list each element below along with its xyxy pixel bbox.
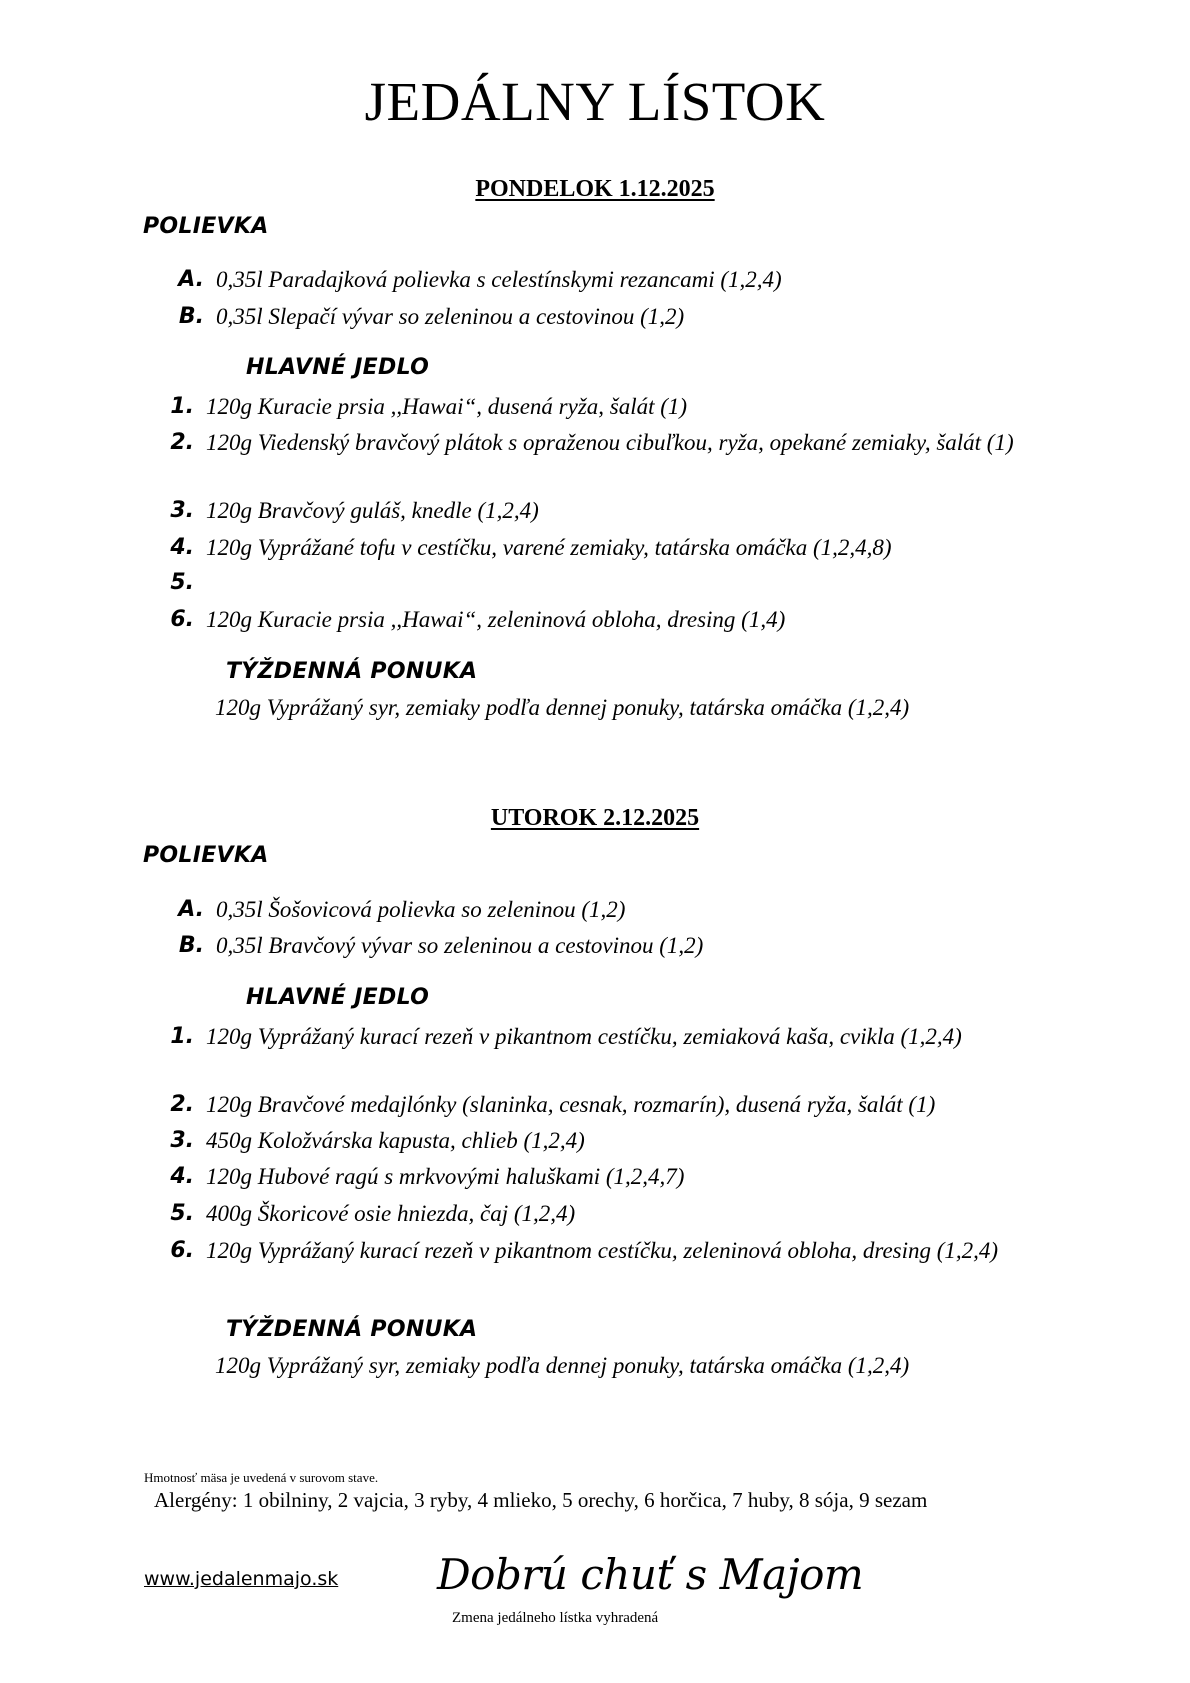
item-text: 120g Kuracie prsia ,,Hawai“, zeleninová obloha, dresing (1,4) <box>206 607 786 632</box>
item-text: 120g Vyprážané tofu v cestíčku, varené zemiaky, tatárska omáčka (1,2,4,8) <box>206 535 892 560</box>
main-heading: HLAVNÉ JEDLO <box>246 355 430 380</box>
weekly-heading: TÝŽDENNÁ PONUKA <box>226 1317 478 1342</box>
weight-note: Hmotnosť mäsa je uvedená v surovom stave. <box>144 1470 379 1485</box>
soup-heading: POLIEVKA <box>143 843 269 868</box>
item-text: 0,35l Šošovicová polievka so zeleninou (1,2) <box>216 897 626 922</box>
item-text: 400g Škoricové osie hniezda, čaj (1,2,4) <box>206 1201 576 1226</box>
item-marker: 5. <box>170 1201 194 1226</box>
item-marker: B. <box>178 933 204 958</box>
day-heading: UTOROK 2.12.2025 <box>490 805 700 831</box>
item-text: 120g Viedenský bravčový plátok s opraženou cibuľkou, ryža, opekané zemiaky, šalát (1) <box>206 430 1014 455</box>
item-text: 450g Koložvárska kapusta, chlieb (1,2,4) <box>206 1128 585 1153</box>
item-marker: 2. <box>170 430 194 455</box>
item-marker: 3. <box>170 1128 194 1153</box>
weekly-heading: TÝŽDENNÁ PONUKA <box>226 659 478 684</box>
item-text: 120g Bravčový guláš, knedle (1,2,4) <box>206 498 539 523</box>
item-text: 0,35l Slepačí vývar so zeleninou a cestovinou (1,2) <box>216 304 685 329</box>
soup-heading: POLIEVKA <box>143 214 269 239</box>
main-heading: HLAVNÉ JEDLO <box>246 985 430 1010</box>
item-text: 120g Hubové ragú s mrkvovými haluškami (1,2,4,7) <box>206 1164 685 1189</box>
item-marker: 4. <box>170 1164 194 1189</box>
page-title: JEDÁLNY LÍSTOK <box>364 71 826 132</box>
slogan: Dobrú chuť s Majom <box>437 1550 864 1599</box>
item-text: 0,35l Paradajková polievka s celestínskymi rezancami (1,2,4) <box>216 267 782 292</box>
day-heading: PONDELOK 1.12.2025 <box>475 176 715 202</box>
item-marker: 5. <box>170 570 194 595</box>
item-text: 120g Kuracie prsia ,,Hawai“, dusená ryža, šalát (1) <box>206 394 688 419</box>
item-text: 0,35l Bravčový vývar so zeleninou a cestovinou (1,2) <box>216 933 704 958</box>
item-marker: 3. <box>170 498 194 523</box>
item-marker: 6. <box>170 607 194 632</box>
change-note: Zmena jedálneho lístka vyhradená <box>452 1610 659 1626</box>
item-marker: A. <box>178 897 204 922</box>
item-marker: 4. <box>170 535 194 560</box>
item-text: 120g Vyprážaný kurací rezeň v pikantnom cestíčku, zeleninová obloha, dresing (1,2,4) <box>206 1238 999 1263</box>
item-text: 120g Vyprážaný syr, zemiaky podľa dennej ponuky, tatárska omáčka (1,2,4) <box>215 1353 910 1378</box>
item-marker: 1. <box>170 1024 194 1049</box>
item-marker: 6. <box>170 1238 194 1263</box>
item-marker: 2. <box>170 1092 194 1117</box>
item-marker: B. <box>178 304 204 329</box>
website-link[interactable]: www.jedalenmajo.sk <box>144 1568 339 1590</box>
item-text: 120g Vyprážaný syr, zemiaky podľa dennej ponuky, tatárska omáčka (1,2,4) <box>215 695 910 720</box>
item-marker: 1. <box>170 394 194 419</box>
item-text: 120g Vyprážaný kurací rezeň v pikantnom cestíčku, zemiaková kaša, cvikla (1,2,4) <box>206 1024 962 1049</box>
item-marker: A. <box>178 267 204 292</box>
allergens-legend: Alergény: 1 obilniny, 2 vajcia, 3 ryby, 4 mlieko, 5 orechy, 6 horčica, 7 huby, 8 sója, 9 sezam <box>154 1488 928 1512</box>
item-text: 120g Bravčové medajlónky (slaninka, cesnak, rozmarín), dusená ryža, šalát (1) <box>206 1092 936 1117</box>
